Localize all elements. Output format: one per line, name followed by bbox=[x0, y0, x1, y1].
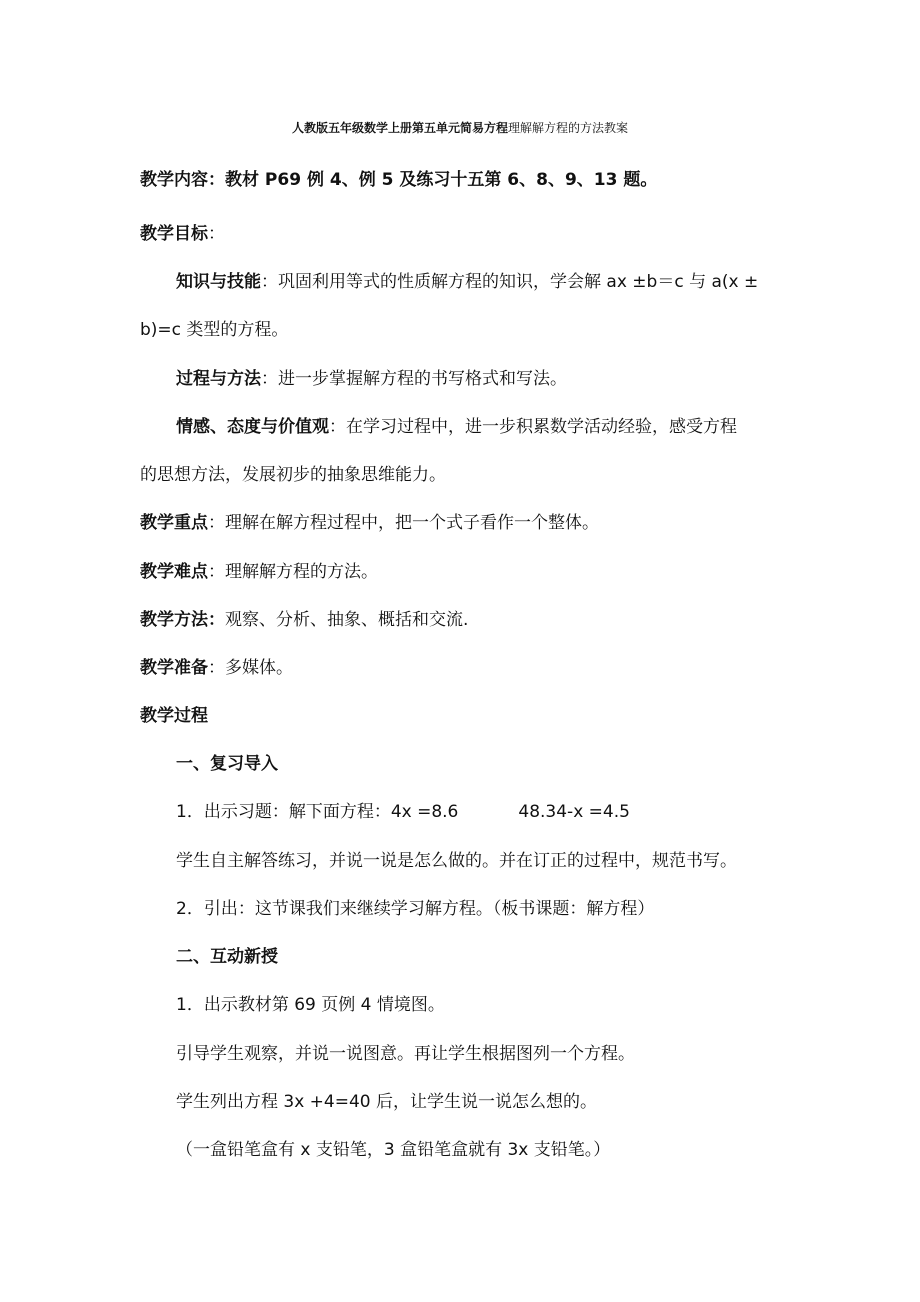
emotion-values-cont: 的思想方法，发展初步的抽象思维能力。 bbox=[140, 465, 446, 485]
teaching-content bbox=[140, 168, 657, 192]
section1-heading-text: 一、复习导入 bbox=[176, 754, 278, 774]
knowledge-skills-cont: b)=c 类型的方程。 bbox=[140, 320, 289, 340]
difficulty-text: ：理解解方程的方法。 bbox=[208, 562, 378, 582]
difficulty-label: 教学难点 bbox=[140, 562, 208, 582]
section2-heading-text: 二、互动新授 bbox=[176, 947, 278, 967]
preparation-label: 教学准备 bbox=[140, 658, 208, 678]
section2-note: （一盒铅笔盒有 x 支铅笔，3 盒铅笔盒就有 3x 支铅笔。） bbox=[176, 1140, 611, 1160]
key-point-text: ：理解在解方程过程中，把一个式子看作一个整体。 bbox=[208, 513, 599, 533]
section1-answer: 学生自主解答练习，并说一说是怎么做的。并在订正的过程中，规范书写。 bbox=[176, 851, 737, 871]
teaching-method bbox=[140, 608, 468, 632]
teaching-goals-label: 教学目标 bbox=[140, 224, 208, 244]
teaching-goals bbox=[140, 222, 225, 246]
key-point-label: 教学重点 bbox=[140, 513, 208, 533]
knowledge-skills bbox=[176, 270, 758, 294]
key-point bbox=[140, 511, 599, 535]
teaching-procedure-heading bbox=[140, 704, 208, 728]
document-title bbox=[0, 119, 920, 137]
process-method-label: 过程与方法 bbox=[176, 369, 261, 389]
emotion-values-label: 情感、态度与价值观 bbox=[176, 417, 329, 437]
teaching-content-text: 教材 P69 例 4、例 5 及练习十五第 6、8、9、13 题。 bbox=[225, 170, 658, 190]
preparation-text: ：多媒体。 bbox=[208, 658, 293, 678]
knowledge-skills-text: ：巩固利用等式的性质解方程的知识，学会解 ax ±b＝c 与 a(x ± bbox=[261, 272, 759, 292]
section1-item1 bbox=[176, 800, 630, 824]
section2-guide: 引导学生观察，并说一说图意。再让学生根据图列一个方程。 bbox=[176, 1044, 635, 1064]
section2-heading bbox=[176, 945, 278, 969]
section1-heading bbox=[176, 752, 278, 776]
preparation bbox=[140, 656, 293, 680]
section1-item1-question: 1．出示习题：解下面方程：4x =8.6 bbox=[176, 802, 459, 822]
teaching-method-text: 观察、分析、抽象、概括和交流. bbox=[225, 610, 469, 630]
teaching-method-label: 教学方法： bbox=[140, 610, 225, 630]
section2-item1: 1．出示教材第 69 页例 4 情境图。 bbox=[176, 995, 445, 1015]
teaching-goals-colon: ： bbox=[208, 224, 225, 244]
knowledge-skills-label: 知识与技能 bbox=[176, 272, 261, 292]
section1-item2: 2．引出：这节课我们来继续学习解方程。（板书课题：解方程） bbox=[176, 899, 655, 919]
emotion-values-text: ：在学习过程中，进一步积累数学活动经验，感受方程 bbox=[329, 417, 737, 437]
teaching-content-label: 教学内容： bbox=[140, 170, 225, 190]
section2-equation: 学生列出方程 3x +4=40 后，让学生说一说怎么想的。 bbox=[176, 1092, 598, 1112]
section1-item1-equation2: 48.34-x =4.5 bbox=[518, 802, 630, 822]
emotion-values bbox=[176, 415, 737, 439]
process-method-text: ：进一步掌握解方程的书写格式和写法。 bbox=[261, 369, 567, 389]
title-normal: 理解解方程的方法教案 bbox=[508, 121, 629, 135]
process-method bbox=[176, 367, 567, 391]
title-bold: 人教版五年级数学上册第五单元简易方程 bbox=[291, 121, 508, 135]
teaching-procedure-label: 教学过程 bbox=[140, 706, 208, 726]
difficulty bbox=[140, 560, 378, 584]
